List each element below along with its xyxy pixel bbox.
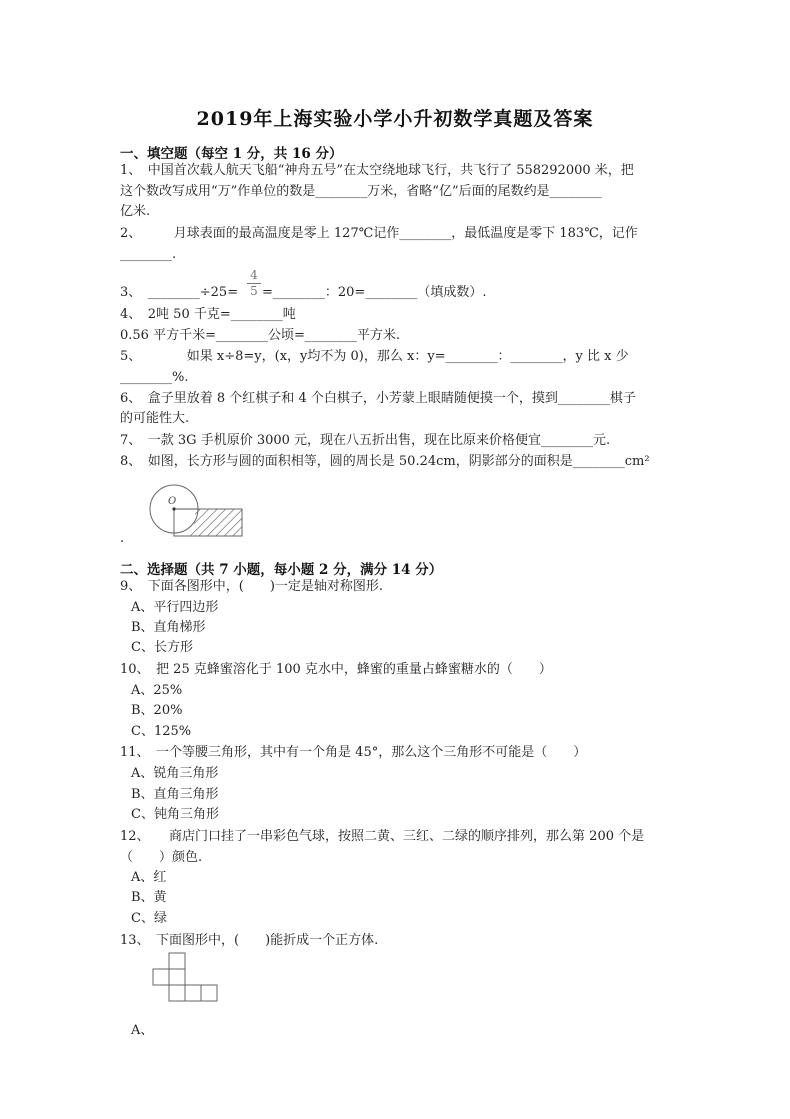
question-3-after-fraction: =________：20=________（填成数）. — [262, 285, 487, 300]
fraction-four-fifths — [247, 269, 261, 298]
circle-rectangle-figure — [148, 476, 248, 540]
question-6-line-1: 6、 盒子里放着 8 个红棋子和 4 个白棋子，小芳蒙上眼睛随便摸一个，摸到________棋子 — [120, 391, 636, 406]
question-10-option-c: C、125% — [131, 724, 192, 739]
question-8-line-1: 8、 如图，长方形与圆的面积相等，圆的周长是 50.24cm，阴影部分的面积是________cm² — [120, 454, 650, 469]
question-3-before-fraction: 3、 ________÷25= — [120, 285, 239, 300]
question-1-line-1: 1、 中国首次载人航天飞船“神舟五号”在太空绕地球飞行，共飞行了 558292000 米，把 — [120, 163, 634, 178]
question-9-option-b: B、直角梯形 — [131, 620, 206, 635]
question-1-line-3: 亿米. — [120, 204, 151, 219]
question-13-option-a: A、 — [131, 1023, 154, 1038]
question-13-stem: 13、 下面图形中，( )能折成一个正方体. — [120, 933, 379, 948]
center-point — [172, 507, 175, 510]
question-11-option-a: A、锐角三角形 — [131, 766, 219, 781]
question-9-option-c: C、长方形 — [131, 640, 193, 655]
question-10-stem: 10、 把 25 克蜂蜜溶化于 100 克水中，蜂蜜的重量占蜂蜜糖水的（ ） — [120, 662, 552, 677]
question-9-stem: 9、 下面各图形中，( )一定是轴对称图形. — [120, 579, 384, 594]
net-square — [169, 985, 185, 1001]
net-square — [201, 985, 217, 1001]
question-4-line-2: 0.56 平方千米=________公顷=________平方米. — [120, 328, 400, 343]
question-10-option-a: A、25% — [131, 683, 183, 698]
question-9-option-a: A、平行四边形 — [131, 600, 219, 615]
question-12-line-1: 12、 商店门口挂了一串彩色气球，按照二黄、三红、二绿的顺序排列，那么第 200 个是 — [120, 829, 645, 844]
question-11-stem: 11、 一个等腰三角形，其中有一个角是 45°，那么这个三角形不可能是（ ） — [120, 745, 587, 760]
net-square — [169, 969, 185, 985]
question-11-option-c: C、钝角三角形 — [131, 807, 219, 822]
question-2-line-1: 2、 月球表面的最高温度是零上 127℃记作________，最低温度是零下 183℃，记作 — [120, 226, 638, 241]
question-6-line-2: 的可能性大. — [120, 411, 190, 426]
question-8-trailing-dot: . — [120, 531, 125, 546]
question-5-line-1: 5、 如果 x÷8=y，(x，y均不为 0)，那么 x：y=________：________，y 比 x 少 — [120, 349, 629, 364]
question-7-line-1: 7、 一款 3G 手机原价 3000 元，现在八五折出售，现在比原来价格便宜________元. — [120, 433, 611, 448]
question-12-option-c: C、绿 — [131, 911, 167, 926]
net-square — [169, 953, 185, 969]
section-heading-multiple-choice: 二、选择题（共 7 小题，每小题 2 分，满分 14 分） — [120, 562, 443, 578]
circle-center-label: O — [168, 496, 177, 507]
question-10-option-b: B、20% — [131, 703, 183, 718]
question-12-option-a: A、红 — [131, 870, 167, 885]
fraction-numerator: 4 — [250, 268, 258, 282]
question-2-line-2: ________. — [120, 247, 177, 262]
net-square — [185, 985, 201, 1001]
question-1-line-2: 这个数改写成用“万”作单位的数是________万米，省略“亿”后面的尾数约是________ — [120, 184, 602, 199]
question-4-line-1: 4、 2吨 50 千克=________吨 — [120, 307, 296, 322]
question-12-line-2: （ ）颜色. — [120, 850, 203, 865]
cube-net-figure — [152, 952, 220, 1006]
page-title: 2019年上海实验小学小升初数学真题及答案 — [196, 108, 594, 130]
question-5-line-2: ________%. — [120, 370, 189, 385]
section-heading-fill-blank: 一、填空题（每空 1 分，共 16 分） — [120, 146, 343, 162]
question-11-option-b: B、直角三角形 — [131, 787, 219, 802]
net-square — [153, 969, 169, 985]
question-12-option-b: B、黄 — [131, 890, 167, 905]
fraction-denominator: 5 — [250, 284, 258, 298]
